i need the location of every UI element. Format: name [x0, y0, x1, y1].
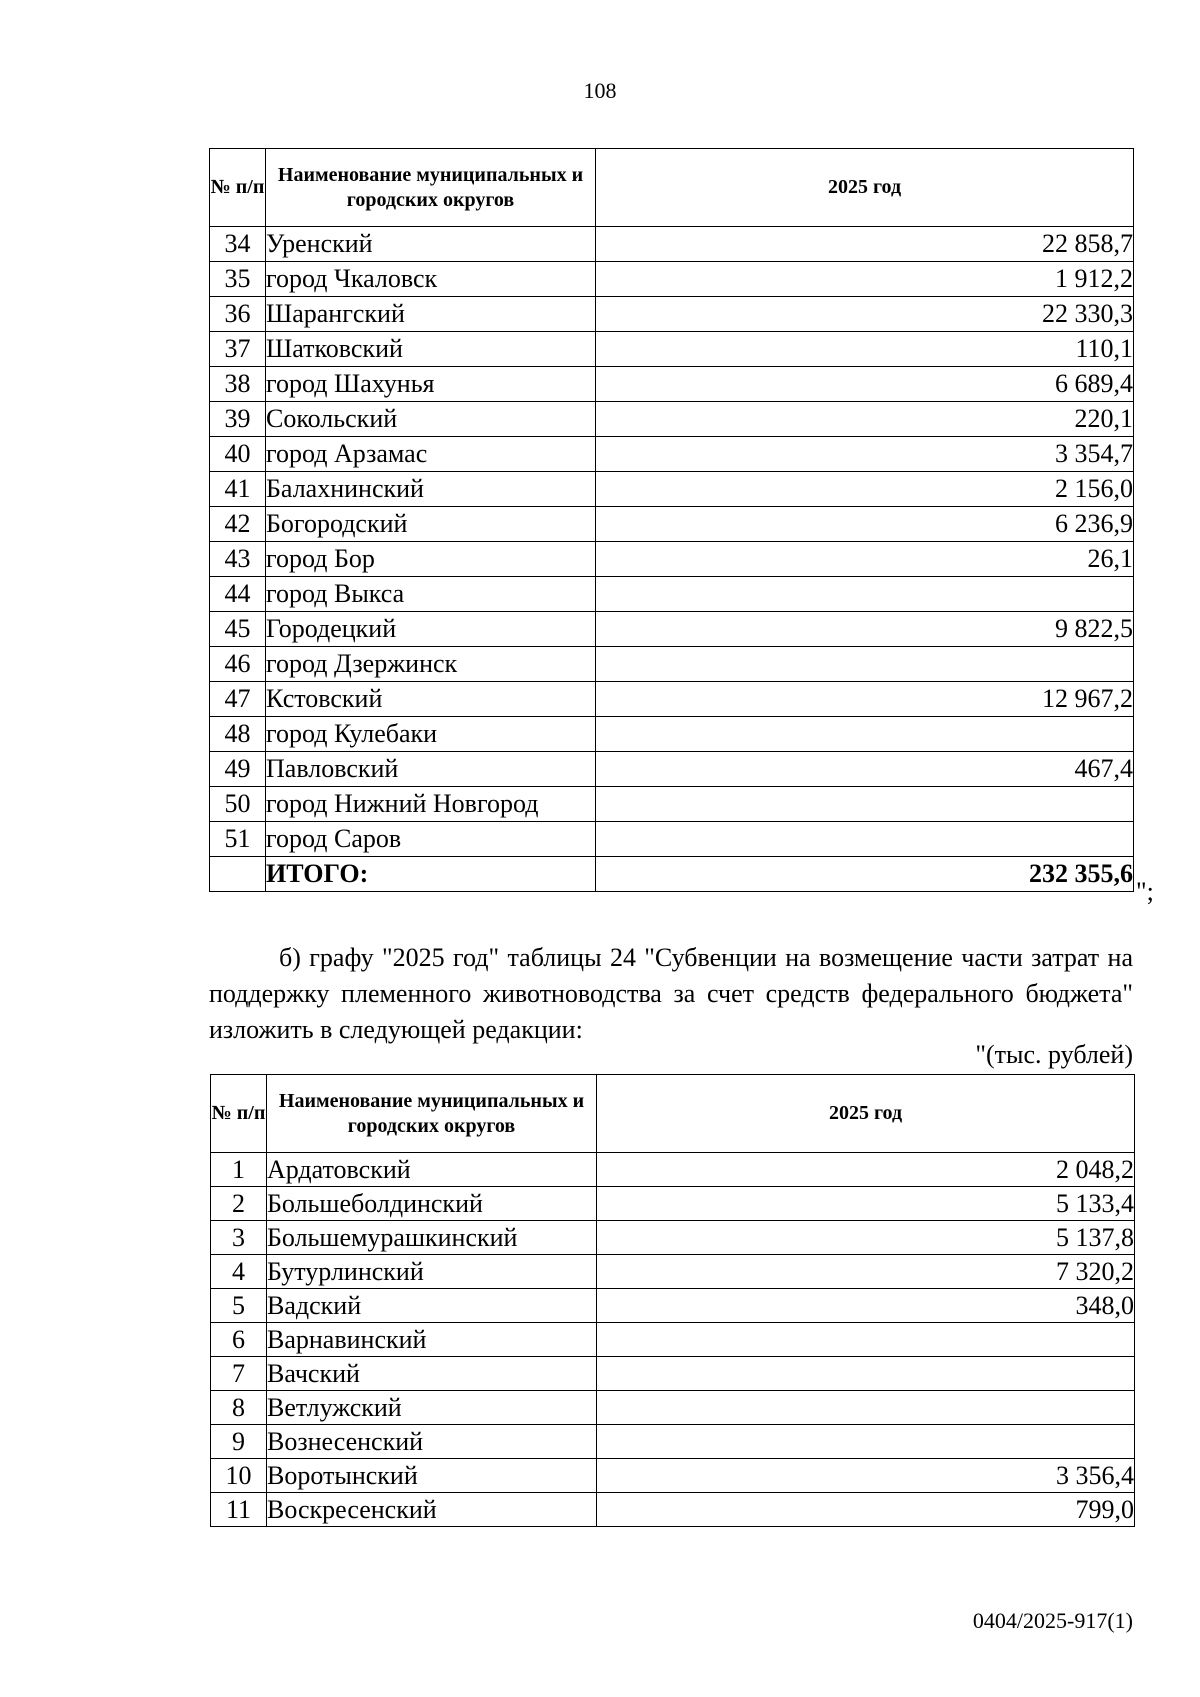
- district-name: Ардатовский: [267, 1153, 597, 1187]
- table-row: [211, 1153, 1135, 1187]
- row-number: 41: [210, 472, 266, 507]
- row-number: 36: [210, 297, 266, 332]
- header-year: 2025 год: [597, 1075, 1135, 1153]
- row-number: 8: [211, 1391, 267, 1425]
- table-row: [210, 787, 1134, 822]
- row-number: 34: [210, 227, 266, 262]
- breeding-subvention-table: [210, 1074, 1135, 1527]
- row-number: 38: [210, 367, 266, 402]
- table-row: [210, 612, 1134, 647]
- row-value: 12 967,2: [596, 682, 1134, 717]
- page-number: 108: [583, 78, 617, 103]
- table-row: [210, 297, 1134, 332]
- district-name: город Арзамас: [266, 437, 596, 472]
- total-label: ИТОГО:: [266, 857, 596, 892]
- row-number: 47: [210, 682, 266, 717]
- row-value: 9 822,5: [596, 612, 1134, 647]
- row-value: 22 858,7: [596, 227, 1134, 262]
- row-number: 9: [211, 1425, 267, 1459]
- row-value: [596, 717, 1134, 752]
- total-empty-cell: [210, 857, 266, 892]
- table-row: [211, 1459, 1135, 1493]
- table-row: [210, 682, 1134, 717]
- district-name: город Саров: [266, 822, 596, 857]
- district-name: Большемурашкинский: [267, 1221, 597, 1255]
- row-number: 50: [210, 787, 266, 822]
- header-year: 2025 год: [596, 149, 1134, 227]
- row-value: 22 330,3: [596, 297, 1134, 332]
- row-value: [597, 1357, 1135, 1391]
- district-name: Воскресенский: [267, 1493, 597, 1527]
- units-note: "(тыс. рублей): [975, 1040, 1133, 1069]
- table-row: [211, 1425, 1135, 1459]
- row-value: 799,0: [597, 1493, 1135, 1527]
- header-num: № п/п: [211, 1075, 267, 1153]
- district-name: Уренский: [266, 227, 596, 262]
- district-name: город Шахунья: [266, 367, 596, 402]
- row-number: 49: [210, 752, 266, 787]
- row-number: 2: [211, 1187, 267, 1221]
- document-code: 0404/2025-917(1): [972, 1608, 1133, 1633]
- district-name: Вачский: [267, 1357, 597, 1391]
- district-name: город Кулебаки: [266, 717, 596, 752]
- table-row: [210, 717, 1134, 752]
- table-row: [210, 542, 1134, 577]
- district-name: Бутурлинский: [267, 1255, 597, 1289]
- row-number: 39: [210, 402, 266, 437]
- district-name: Большеболдинский: [267, 1187, 597, 1221]
- row-number: 1: [211, 1153, 267, 1187]
- row-value: [597, 1391, 1135, 1425]
- table-row: [211, 1187, 1135, 1221]
- row-value: [596, 787, 1134, 822]
- table-row: [211, 1493, 1135, 1527]
- district-name: Ветлужский: [267, 1391, 597, 1425]
- header-name: Наименование муниципальных и городских округов: [267, 1075, 597, 1153]
- row-number: 51: [210, 822, 266, 857]
- row-value: 3 356,4: [597, 1459, 1135, 1493]
- row-number: 11: [211, 1493, 267, 1527]
- row-value: 467,4: [596, 752, 1134, 787]
- table-row: [210, 472, 1134, 507]
- row-value: [596, 822, 1134, 857]
- row-value: 6 689,4: [596, 367, 1134, 402]
- row-value: 220,1: [596, 402, 1134, 437]
- closing-quote-mark: ";: [1136, 877, 1154, 906]
- total-row: [210, 857, 1134, 892]
- row-value: 6 236,9: [596, 507, 1134, 542]
- table-row: [210, 227, 1134, 262]
- row-number: 44: [210, 577, 266, 612]
- district-name: Павловский: [266, 752, 596, 787]
- district-name: город Чкаловск: [266, 262, 596, 297]
- row-value: 5 133,4: [597, 1187, 1135, 1221]
- district-name: Сокольский: [266, 402, 596, 437]
- header-num: № п/п: [210, 149, 266, 227]
- table-row: [210, 752, 1134, 787]
- table-row: [211, 1289, 1135, 1323]
- district-name: Варнавинский: [267, 1323, 597, 1357]
- row-number: 37: [210, 332, 266, 367]
- district-name: город Выкса: [266, 577, 596, 612]
- row-number: 4: [211, 1255, 267, 1289]
- amendment-paragraph: б) графу "2025 год" таблицы 24 "Субвенции на возмещение части затрат на поддержку племенного животноводства за счет средств федерального бюджета" изложить в следующей редакции:: [209, 943, 1133, 1044]
- row-number: 40: [210, 437, 266, 472]
- subsidy-table-continued: [209, 148, 1134, 892]
- table-row: [210, 647, 1134, 682]
- table-row: [210, 437, 1134, 472]
- district-name: Богородский: [266, 507, 596, 542]
- row-value: 348,0: [597, 1289, 1135, 1323]
- table-row: [211, 1221, 1135, 1255]
- header-name: Наименование муниципальных и городских округов: [266, 149, 596, 227]
- district-name: Воротынский: [267, 1459, 597, 1493]
- total-value: 232 355,6: [596, 857, 1134, 892]
- row-value: [596, 577, 1134, 612]
- row-number: 5: [211, 1289, 267, 1323]
- row-number: 42: [210, 507, 266, 542]
- district-name: Вадский: [267, 1289, 597, 1323]
- row-value: 1 912,2: [596, 262, 1134, 297]
- row-number: 48: [210, 717, 266, 752]
- table-row: [211, 1255, 1135, 1289]
- row-number: 3: [211, 1221, 267, 1255]
- table-row: [210, 507, 1134, 542]
- table1-body: [210, 227, 1134, 892]
- table-row: [211, 1323, 1135, 1357]
- table-row: [210, 367, 1134, 402]
- district-name: Городецкий: [266, 612, 596, 647]
- row-number: 46: [210, 647, 266, 682]
- row-number: 35: [210, 262, 266, 297]
- district-name: Балахнинский: [266, 472, 596, 507]
- table-row: [211, 1357, 1135, 1391]
- table-row: [210, 822, 1134, 857]
- row-value: 3 354,7: [596, 437, 1134, 472]
- row-number: 10: [211, 1459, 267, 1493]
- row-number: 7: [211, 1357, 267, 1391]
- row-value: [596, 647, 1134, 682]
- row-value: [597, 1323, 1135, 1357]
- row-value: [597, 1425, 1135, 1459]
- district-name: Шатковский: [266, 332, 596, 367]
- row-value: 7 320,2: [597, 1255, 1135, 1289]
- row-value: 5 137,8: [597, 1221, 1135, 1255]
- district-name: Шарангский: [266, 297, 596, 332]
- district-name: город Бор: [266, 542, 596, 577]
- table-row: [210, 402, 1134, 437]
- row-value: 2 048,2: [597, 1153, 1135, 1187]
- row-value: 2 156,0: [596, 472, 1134, 507]
- table2-body: [211, 1153, 1135, 1527]
- district-name: Вознесенский: [267, 1425, 597, 1459]
- table-row: [210, 262, 1134, 297]
- table-row: [211, 1391, 1135, 1425]
- row-value: 26,1: [596, 542, 1134, 577]
- district-name: город Дзержинск: [266, 647, 596, 682]
- row-number: 6: [211, 1323, 267, 1357]
- row-number: 45: [210, 612, 266, 647]
- table-row: [210, 332, 1134, 367]
- row-value: 110,1: [596, 332, 1134, 367]
- district-name: город Нижний Новгород: [266, 787, 596, 822]
- row-number: 43: [210, 542, 266, 577]
- district-name: Кстовский: [266, 682, 596, 717]
- table-row: [210, 577, 1134, 612]
